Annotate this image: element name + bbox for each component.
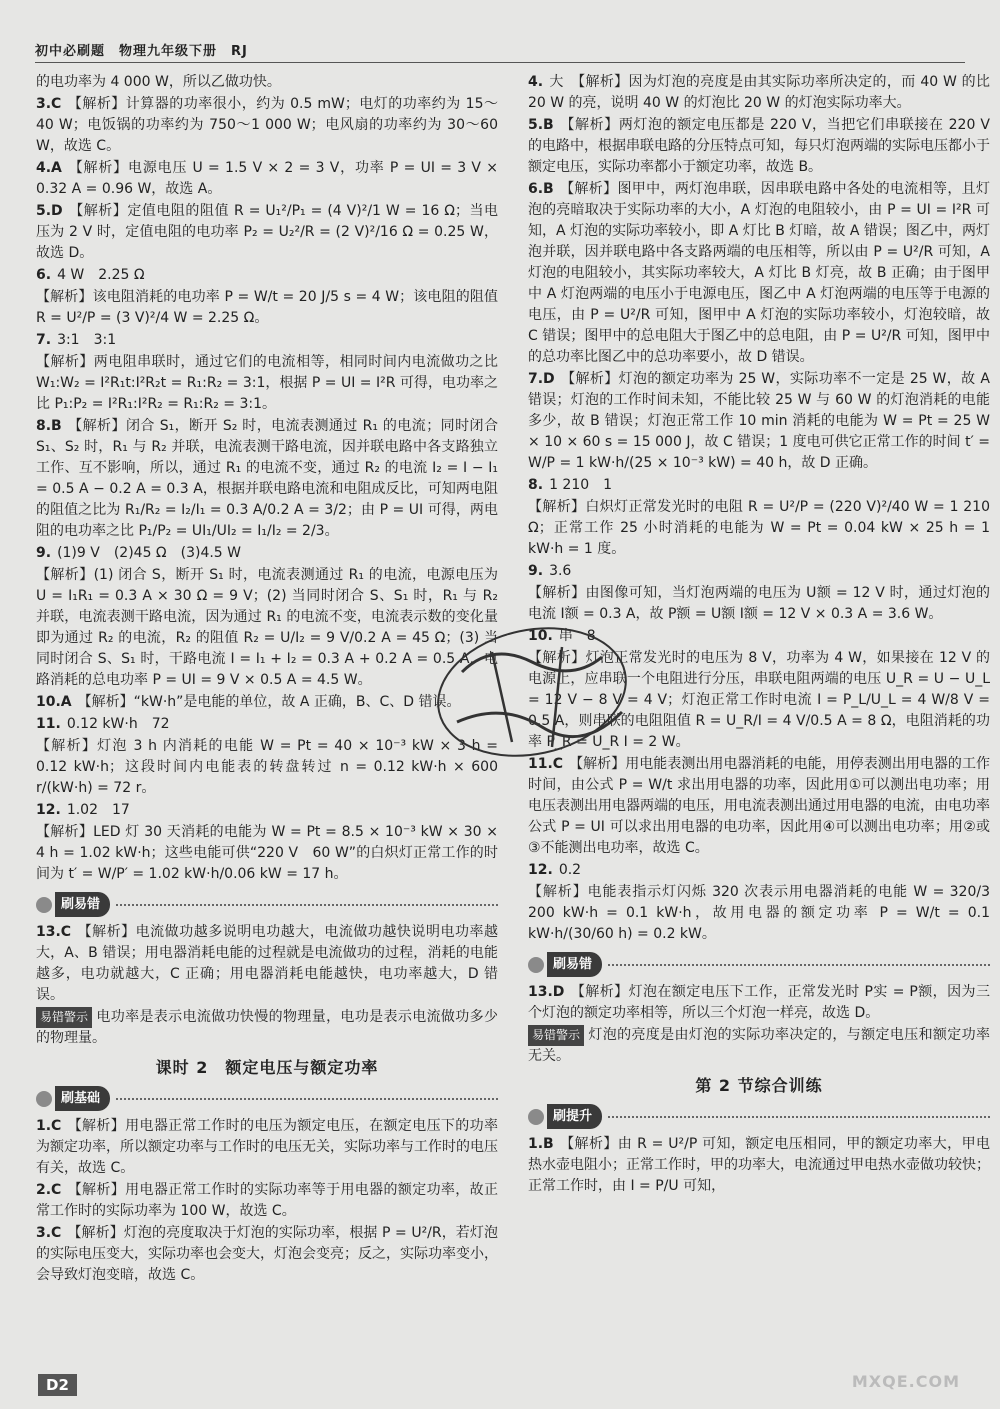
answer-item	[528, 882, 990, 945]
answer-text: 0.2	[558, 862, 582, 878]
answer-text: 【解析】电能表指示灯闪烁 320 次表示用电器消耗的电能 W = 320/3 200 kW·h = 0.1 kW·h，故用电器的额定功率 P = W/t = 0.1 kW·h/(30/60 h) = 0.2 kW。	[528, 884, 990, 942]
answer-text: 【解析】该电阻消耗的电功率 P = W/t = 20 J/5 s = 4 W；该电阻的阻值 R = U²/P = (3 V)²/4 W = 2.25 Ω。	[36, 289, 498, 326]
answer-item	[528, 561, 990, 582]
pencil-icon	[528, 1109, 544, 1125]
answer-item	[36, 158, 498, 200]
answer-text: 【解析】(1) 闭合 S，断开 S₁ 时，电流表测通过 R₁ 的电流，电源电压为 U = I₁R₁ = 0.3 A × 30 Ω = 9 V；(2) 当同时闭合 S、S₁ 时，R₁ 与 R₂ 并联，电流表测干路电流，因为通过 R₁ 的电流不变，电流表示数的变化量即为通过 R₂ 的电流，R₂ 的阻值 R₂ = U/I₂ = 9 V/0.2 A = 45 Ω；(3) 当同时闭合 S、S₁ 时，干路电流 I = I₁ + I₂ = 0.3 A + 0.2 A = 0.5 A，电路消耗的总电功率 P = UI = 9 V × 0.5 A = 4.5 W。	[36, 567, 498, 688]
answer-text: 【解析】灯泡正常发光时的电压为 8 V，功率为 4 W，如果接在 12 V 的电源上，应串联一个电阻进行分压，串联电阻两端的电压 U_R = U − U_L = 12 V − 8 V = 4 V；灯泡正常工作时电流 I = P_L/U_L = 4 W/8 V = 0.5 A，则串联的电阻阻值 R = U_R/I = 4 V/0.5 A = 8 Ω，电阻消耗的功率 P_R = U_R I = 2 W。	[528, 650, 990, 750]
answer-item	[528, 475, 990, 496]
header-divider	[35, 62, 965, 63]
answer-item	[36, 565, 498, 691]
answer-text: 【解析】两灯泡的额定电压都是 220 V，当把它们串联接在 220 V 的电路中，根据串联电路的分压特点可知，每只灯泡两端的实际电压都小于额定电压，实际功率都小于额定功率，故选 B。	[528, 117, 990, 175]
answer-item	[528, 179, 990, 368]
answer-item	[36, 1116, 498, 1179]
answer-text: 1.02 17	[66, 802, 130, 818]
answer-number: 3.C	[36, 96, 62, 112]
answer-text: 0.12 kW·h 72	[66, 716, 170, 732]
pencil-icon	[36, 897, 52, 913]
answer-number: 2.C	[36, 1182, 62, 1198]
answer-item	[36, 1180, 498, 1222]
answer-item	[528, 72, 990, 114]
answer-item	[36, 714, 498, 735]
answer-number: 5.D	[36, 203, 63, 219]
answer-item	[528, 860, 990, 881]
answer-text: 【解析】用电器正常工作时的电压为额定电压，在额定电压下的功率为额定功率，所以额定功率与工作时的电压无关，实际功率与工作时的电压有关，故选 C。	[36, 1118, 498, 1176]
answer-number: 7.	[36, 332, 52, 348]
answer-number: 4.	[528, 74, 544, 90]
answer-item	[36, 922, 498, 1006]
answer-text: 【解析】图甲中，两灯泡串联，因串联电路中各处的电流相等，且灯泡的亮暗取决于实际功率的大小，A 灯泡的电阻较小，由 P = UI = I²R 可知，A 灯泡的实际功率较小，即 A 灯比 B 灯暗，故 A 错误；图乙中，两灯泡并联，因并联电路中各支路两端的电压相等，所以由 P = U²/R 可知，A 灯泡的电阻较小，其实际功率较大，A 灯比 B 灯亮，故 B 正确；由于图甲中 A 灯泡两端的电压小于电源电压，图乙中 A 灯泡两端的电压等于电源的电压，由 P = U²/R 可知，图甲中 A 灯泡的实际功率较小，灯泡较暗，故 C 错误；图甲中的总电阻大于图乙中的总电阻，由 P = U²/R 可知，图甲中的总功率比图乙中的总功率要小，故 D 错误。	[528, 181, 990, 365]
answer-number: 7.D	[528, 371, 555, 387]
answer-item	[36, 736, 498, 799]
pencil-icon	[36, 1091, 52, 1107]
answer-text: 电功率是表示电流做功快慢的物理量，电功是表示电流做功多少的物理量。	[36, 1009, 498, 1046]
answer-text: 【解析】计算器的功率很小，约为 0.5 mW；电灯的功率约为 15～40 W；电饭锅的功率约为 750～1 000 W；电风扇的功率约为 30～60 W，故选 C。	[36, 96, 498, 154]
section-label: 刷易错	[55, 892, 110, 917]
answer-item	[36, 265, 498, 286]
answer-text: 【解析】两电阻串联时，通过它们的电流相等，相同时间内电流做功之比 W₁:W₂ = I²R₁t:I²R₂t = R₁:R₂ = 3:1，根据 P = UI = I²R 可得，电功率之比 P₁:P₂ = I²R₁:I²R₂ = R₁:R₂ = 3:1。	[36, 354, 498, 412]
dotted-divider	[116, 904, 498, 906]
answer-item	[36, 822, 498, 885]
right-column	[528, 72, 990, 1198]
answer-text: 串 8	[558, 628, 596, 644]
answer-item	[36, 330, 498, 351]
section-banner	[528, 1104, 990, 1129]
answer-text: 【解析】灯泡的亮度取决于灯泡的实际功率，根据 P = U²/R，若灯泡的实际电压变大，实际功率也会变大，灯泡会变亮；反之，实际功率变小，会导致灯泡变暗，故选 C。	[36, 1225, 498, 1283]
left-column	[36, 72, 498, 1287]
answer-text: 灯泡的亮度是由灯泡的实际功率决定的，与额定电压和额定功率无关。	[528, 1027, 990, 1064]
lesson-title: 课时 2 额定电压与额定功率	[155, 1058, 379, 1077]
answer-item	[528, 754, 990, 859]
answer-text: 【解析】用电器正常工作时的实际功率等于用电器的额定功率，故正常工作时的实际功率为 100 W，故选 C。	[36, 1182, 498, 1219]
answer-number: 13.C	[36, 924, 72, 940]
answer-number: 11.	[36, 716, 61, 732]
answer-item	[528, 497, 990, 560]
answer-text: 【解析】白炽灯正常发光时的电阻 R = U²/P = (220 V)²/40 W = 1 210 Ω；正常工作 25 小时消耗的电能为 W = Pt = 0.04 kW × 25 h = 1 kW·h = 1 度。	[528, 499, 990, 557]
answer-text: 【解析】LED 灯 30 天消耗的电能为 W = Pt = 8.5 × 10⁻³ kW × 30 × 4 h = 1.02 kW·h；这些电能可供“220 V 60 W”的白炽灯正常工作的时间为 t′ = W/P′ = 1.02 kW·h/0.06 kW = 17 h。	[36, 824, 498, 882]
answer-text: 的电功率为 4 000 W，所以乙做功快。	[36, 74, 281, 90]
answer-number: 5.B	[528, 117, 554, 133]
answer-item	[36, 287, 498, 329]
answer-item	[36, 416, 498, 542]
answer-item	[36, 692, 498, 713]
answer-item	[528, 583, 990, 625]
answer-item	[36, 1223, 498, 1286]
answer-item	[36, 72, 498, 93]
answer-text: 3:1 3:1	[57, 332, 117, 348]
answer-text: 【解析】电源电压 U = 1.5 V × 2 = 3 V，功率 P = UI = 3 V × 0.32 A = 0.96 W，故选 A。	[36, 160, 498, 197]
pencil-icon	[528, 957, 544, 973]
answer-item	[528, 115, 990, 178]
answer-item	[528, 369, 990, 474]
answer-number: 9.	[36, 545, 52, 561]
answer-number: 6.B	[528, 181, 554, 197]
warning-label: 易错警示	[36, 1007, 92, 1028]
section-banner	[36, 892, 498, 917]
answer-text: 【解析】灯泡 3 h 内消耗的电能 W = Pt = 40 × 10⁻³ kW × 3 h = 0.12 kW·h；这段时间内电能表的转盘转过 n = 0.12 kW·h × 600 r/(kW·h) = 72 r。	[36, 738, 498, 796]
warning-label: 易错警示	[528, 1025, 584, 1046]
answer-text: 【解析】闭合 S₁，断开 S₂ 时，电流表测通过 R₁ 的电流；同时闭合 S₁、S₂ 时，R₁ 与 R₂ 并联，电流表测干路电流，因并联电路中各支路独立工作、互不影响，所以，通过 R₁ 的电流不变，通过 R₂ 的电流 I₂ = I − I₁ = 0.5 A − 0.2 A = 0.3 A，根据并联电路电流和电阻成反比，可知两电阻的阻值之比为 R₁/R₂ = I₂/I₁ = 0.3 A/0.2 A = 3/2；由 P = UI 可得，两电阻的电功率之比 P₁/P₂ = UI₁/UI₂ = I₁/I₂ = 2/3。	[36, 418, 498, 539]
watermark: MXQE.COM	[851, 1372, 960, 1391]
answer-number: 1.C	[36, 1118, 62, 1134]
answer-text: 【解析】用电能表测出用电器消耗的电能，用停表测出用电器的工作时间，由公式 P = W/t 求出用电器的功率，因此用①可以测出电功率；用电压表测出用电器两端的电压，用电流表测出通过用电器的电流，由电功率公式 P = UI 可以求出用电器的电功率，因此用④可以测出电功率；用②或③不能测出电功率，故选 C。	[528, 756, 990, 856]
answer-number: 10.	[528, 628, 553, 644]
page-header: 初中必刷题 物理九年级下册 RJ	[35, 44, 248, 59]
answer-number: 13.D	[528, 984, 565, 1000]
dotted-divider	[116, 1098, 498, 1100]
answer-number: 9.	[528, 563, 544, 579]
answer-number: 4.A	[36, 160, 62, 176]
answer-text: 【解析】由图像可知，当灯泡两端的电压为 U额 = 12 V 时，通过灯泡的电流 I额 = 0.3 A，故 P额 = U额 I额 = 12 V × 0.3 A = 3.6 W。	[528, 585, 990, 622]
lesson-title: 第 2 节综合训练	[695, 1076, 823, 1095]
answer-item	[36, 201, 498, 264]
answer-text: 4 W 2.25 Ω	[57, 267, 145, 283]
answer-number: 8.B	[36, 418, 62, 434]
answer-item	[36, 352, 498, 415]
answer-item	[528, 648, 990, 753]
answer-number: 11.C	[528, 756, 564, 772]
page-number: D2	[38, 1374, 77, 1396]
section-label: 刷基础	[55, 1086, 110, 1111]
answer-number: 10.A	[36, 694, 72, 710]
answer-number: 8.	[528, 477, 544, 493]
dotted-divider	[608, 964, 990, 966]
answer-text: 【解析】电流做功越多说明电功越大，电流做功越快说明电功率越大，A、B 错误；用电器消耗电能的过程就是电流做功的过程，消耗的电能越多，电功就越大，C 正确；用电器消耗电能越快，电功率越大，D 错误。	[36, 924, 498, 1003]
answer-text: 【解析】定值电阻的阻值 R = U₁²/P₁ = (4 V)²/1 W = 16 Ω；当电压为 2 V 时，定值电阻的电功率 P₂ = U₂²/R = (2 V)²/16 Ω = 0.25 W，故选 D。	[36, 203, 498, 261]
section-label: 刷易错	[547, 952, 602, 977]
answer-item	[528, 1025, 990, 1067]
answer-text: 3.6	[549, 563, 572, 579]
answer-text: 【解析】由 R = U²/P 可知，额定电压相同，甲的额定功率大，甲电热水壶电阻小；正常工作时，甲的功率大，电流通过甲电热水壶做功较快；正常工作时，由 I = P/U 可知，	[528, 1136, 990, 1194]
dotted-divider	[608, 1116, 990, 1118]
answer-item	[36, 800, 498, 821]
answer-item	[36, 1007, 498, 1049]
answer-item	[528, 626, 990, 647]
answer-text: (1)9 V (2)45 Ω (3)4.5 W	[57, 545, 242, 561]
section-banner	[528, 952, 990, 977]
answer-number: 6.	[36, 267, 52, 283]
answer-number: 3.C	[36, 1225, 62, 1241]
answer-item	[36, 94, 498, 157]
answer-text: 【解析】灯泡在额定电压下工作，正常发光时 P实 = P额，因为三个灯泡的额定功率相等，所以三个灯泡一样亮，故选 D。	[528, 984, 990, 1021]
answer-item	[36, 543, 498, 564]
answer-text: 【解析】灯泡的额定功率为 25 W，实际功率不一定是 25 W，故 A 错误；灯泡的工作时间未知，不能比较 25 W 与 60 W 的灯泡消耗的电能多少，故 B 错误；灯泡正常工作 10 min 消耗的电能为 W = Pt = 25 W × 10 × 60 s = 15 000 J，故 C 错误；1 度电可供它正常工作的时间 t′ = W/P = 1 kW·h/(25 × 10⁻³ kW) = 40 h，故 D 正确。	[528, 371, 990, 471]
answer-item	[528, 1134, 990, 1197]
answer-number: 12.	[528, 862, 553, 878]
answer-item	[528, 982, 990, 1024]
answer-number: 12.	[36, 802, 61, 818]
answer-number: 1.B	[528, 1136, 554, 1152]
answer-text: 【解析】“kW·h”是电能的单位，故 A 正确，B、C、D 错误。	[77, 694, 461, 710]
section-banner	[36, 1086, 498, 1111]
answer-text: 大 【解析】因为灯泡的亮度是由其实际功率所决定的，而 40 W 的比 20 W 的亮，说明 40 W 的灯泡比 20 W 的灯泡实际功率大。	[528, 74, 990, 111]
section-label: 刷提升	[547, 1104, 602, 1129]
answer-text: 1 210 1	[549, 477, 613, 493]
